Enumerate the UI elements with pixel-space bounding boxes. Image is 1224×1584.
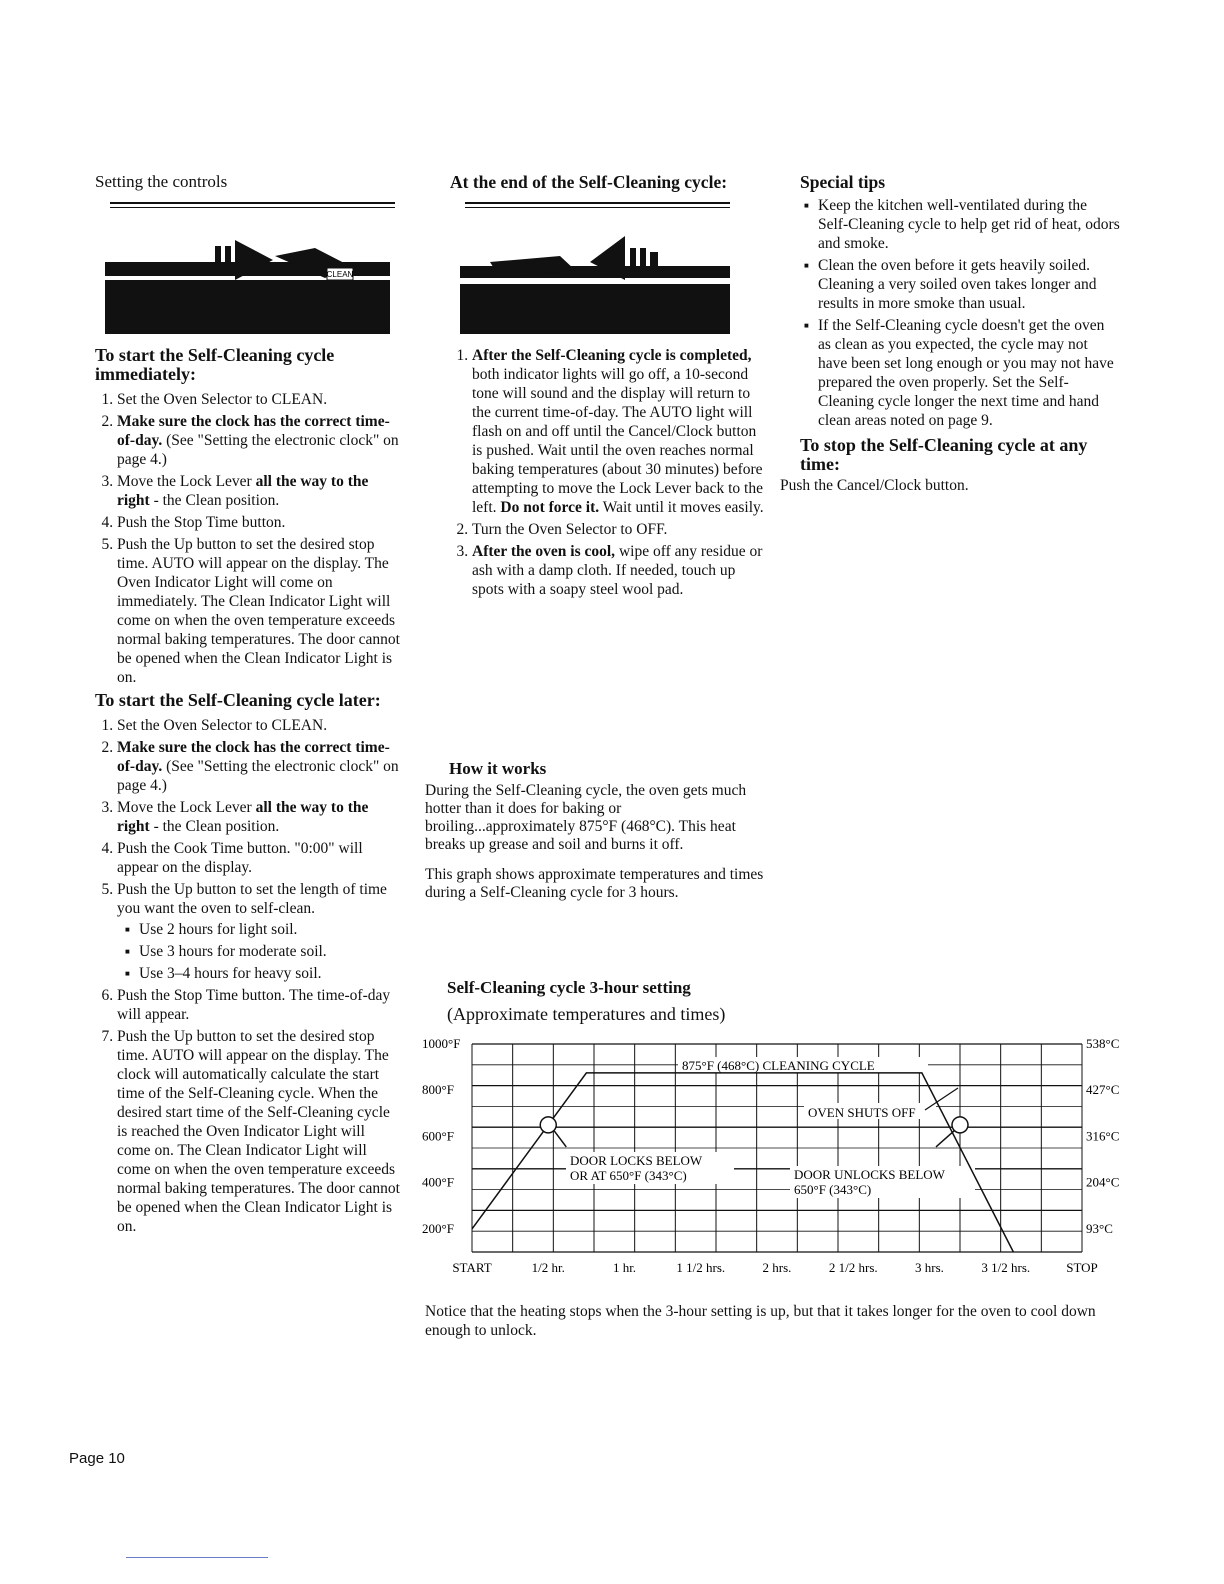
lock-lever-right-illustration	[95, 222, 400, 332]
x-tick-label: 1 1/2 hrs.	[676, 1260, 726, 1275]
how-it-works-section	[425, 760, 765, 902]
lever-right-svg	[105, 222, 390, 334]
temperature-marker	[540, 1117, 556, 1133]
special-tips-heading: Special tips	[800, 172, 886, 192]
y-tick-label: 200°F	[422, 1220, 454, 1236]
stop-cycle-text: Push the Cancel/Clock button.	[780, 477, 969, 494]
y-axis-left-labels	[422, 1036, 460, 1236]
list-item: 6. Push the Stop Time button. The time-of-day will appear.	[117, 986, 400, 1024]
y-tick-label: 427°C	[1086, 1082, 1120, 1098]
y-tick-label: 400°F	[422, 1174, 454, 1190]
end-cycle-steps	[450, 346, 765, 599]
start-now-steps	[95, 390, 400, 687]
list-item: ■ Use 3–4 hours for heavy soil.	[139, 964, 400, 983]
setting-controls-heading: Setting the controls	[95, 172, 228, 191]
list-item: 1. Set the Oven Selector to CLEAN.	[117, 390, 400, 409]
stop-cycle-heading: To stop the Self-Cleaning cycle at any time:	[800, 435, 1088, 474]
y-tick-label: 538°C	[1086, 1036, 1120, 1051]
annotation-label: DOOR LOCKS BELOW	[570, 1153, 703, 1168]
x-tick-label: START	[452, 1260, 492, 1275]
clean-label: CLEAN	[326, 270, 354, 279]
column-setting-controls	[95, 172, 400, 1239]
how-it-works-paragraph: During the Self-Cleaning cycle, the oven gets much hotter than it does for baking or broiling...approximately 875°F (468°C). This heat breaks up grease and soil and burns it off.	[425, 782, 747, 853]
annotation-label: 650°F (343°C)	[794, 1182, 872, 1197]
bottom-divider	[126, 1557, 268, 1558]
y-tick-label: 93°C	[1086, 1220, 1113, 1236]
list-item: 3. Move the Lock Lever all the way to the right - the Clean position.	[117, 472, 400, 510]
lock-lever-left-illustration	[450, 222, 765, 332]
x-axis-labels	[452, 1260, 1097, 1275]
annotation-label: DOOR UNLOCKS BELOW	[794, 1167, 945, 1182]
list-item: 5. Push the Up button to set the length of time you want the oven to self-clean. ■ Use 2 hours for light soil. ■ Use 3 hours for moderate soil. ■ Use 3–4 hours for heavy soil.	[117, 880, 400, 983]
list-item: 7. Push the Up button to set the desired stop time. AUTO will appear on the display. The clock will automatically calculate the start time of the Self-Cleaning cycle. When the desired start time of the Self-Cleaning cycle is reached the Oven Indicator Light will come on. The Clean Indicator Light will come on when the oven temperature exceeds normal baking temperatures. The door cannot be opened when the Clean Indicator Light is on.	[117, 1027, 400, 1236]
y-tick-label: 204°C	[1086, 1174, 1120, 1190]
soil-hours-list	[117, 920, 400, 983]
list-item: 2. Turn the Oven Selector to OFF.	[472, 520, 765, 539]
annotation-label: OVEN SHUTS OFF	[808, 1105, 916, 1120]
list-item: ■ Use 2 hours for light soil.	[139, 920, 400, 939]
x-tick-label: 1 hr.	[612, 1260, 637, 1275]
list-item: 1. Set the Oven Selector to CLEAN.	[117, 716, 400, 735]
graph-title: Self-Cleaning cycle 3-hour setting	[447, 978, 691, 997]
list-item: 3. After the oven is cool, wipe off any residue or ash with a damp cloth. If needed, touch up spots with a soapy steel wool pad.	[472, 542, 765, 599]
y-tick-label: 800°F	[422, 1082, 454, 1098]
lever-left-svg	[460, 222, 730, 334]
list-item: ■ Clean the oven before it gets heavily soiled. Cleaning a very soiled oven takes longer and results in more smoke than usual.	[818, 256, 1120, 313]
heading-rule	[110, 202, 395, 208]
heading-rule	[465, 202, 730, 208]
y-tick-label: 1000°F	[422, 1036, 461, 1051]
list-item: 4. Push the Stop Time button.	[117, 513, 400, 532]
graph-intro-paragraph: This graph shows approximate temperatures and times during a Self-Cleaning cycle for 3 hours.	[425, 866, 764, 901]
y-axis-right-labels	[1086, 1036, 1119, 1236]
notice-text: Notice that the heating stops when the 3-hour setting is up, but that it takes longer for the oven to cool down enough to unlock.	[425, 1303, 1096, 1339]
x-tick-label: 3 hrs.	[915, 1260, 944, 1275]
list-item: 4. Push the Cook Time button. "0:00" will appear on the display.	[117, 839, 400, 877]
x-tick-label: 3 1/2 hrs.	[981, 1260, 1031, 1275]
annotation-label: OR AT 650°F (343°C)	[570, 1168, 687, 1183]
page-number: Page 10	[69, 1450, 125, 1467]
pointer-line	[936, 1131, 954, 1147]
temperature-marker	[952, 1117, 968, 1133]
start-now-heading: To start the Self-Cleaning cycle immediately:	[95, 345, 335, 384]
x-tick-label: 2 hrs.	[762, 1260, 792, 1275]
list-item: 2. Make sure the clock has the correct time-of-day. (See "Setting the electronic clock" on page 4.)	[117, 738, 400, 795]
pointer-line	[554, 1131, 566, 1147]
annotation-label: 875°F (468°C) CLEANING CYCLE	[682, 1058, 875, 1073]
list-item: ■ Keep the kitchen well-ventilated during the Self-Cleaning cycle to help get rid of heat, odors and smoke.	[818, 196, 1120, 253]
x-tick-label: STOP	[1066, 1260, 1098, 1275]
list-item: 3. Move the Lock Lever all the way to the right - the Clean position.	[117, 798, 400, 836]
end-cycle-heading: At the end of the Self-Cleaning cycle:	[450, 172, 728, 192]
x-tick-label: 2 1/2 hrs.	[828, 1260, 878, 1275]
list-item: 5. Push the Up button to set the desired stop time. AUTO will appear on the display. The Oven Indicator Light will come on immediately. The Clean Indicator Light will come on when the oven temperature exceeds normal baking temperatures. The door cannot be opened when the Clean Indicator Light is on.	[117, 535, 400, 687]
tips-list	[800, 196, 1120, 430]
graph-subtitle: (Approximate temperatures and times)	[447, 1004, 726, 1024]
start-later-steps	[95, 716, 400, 1236]
start-later-heading: To start the Self-Cleaning cycle later:	[95, 690, 381, 710]
how-it-works-heading: How it works	[449, 759, 547, 778]
x-tick-label: 1/2 hr.	[531, 1260, 565, 1275]
column-special-tips	[780, 172, 1120, 495]
y-tick-label: 600°F	[422, 1128, 454, 1144]
y-tick-label: 316°C	[1086, 1128, 1120, 1144]
temperature-time-chart	[410, 1030, 1140, 1280]
column-end-of-cycle	[450, 172, 765, 602]
list-item: 2. Make sure the clock has the correct time-of-day. (See "Setting the electronic clock" on page 4.)	[117, 412, 400, 469]
list-item: 1. After the Self-Cleaning cycle is completed, both indicator lights will go off, a 10-second tone will sound and the display will return to the current time-of-day. The AUTO light will flash on and off until the Cancel/Clock button is pushed. Wait until the oven reaches normal baking temperatures (about 30 minutes) before attempting to move the Lock Lever back to the left. Do not force it. Wait until it moves easily.	[472, 346, 765, 517]
list-item: ■ If the Self-Cleaning cycle doesn't get the oven as clean as you expected, the cycle may not have been set long enough or you may not have prepared the oven properly. Set the Self-Cleaning cycle longer the next time and hand clean areas noted on page 9.	[818, 316, 1120, 430]
chart-grid	[472, 1044, 1082, 1252]
list-item: ■ Use 3 hours for moderate soil.	[139, 942, 400, 961]
